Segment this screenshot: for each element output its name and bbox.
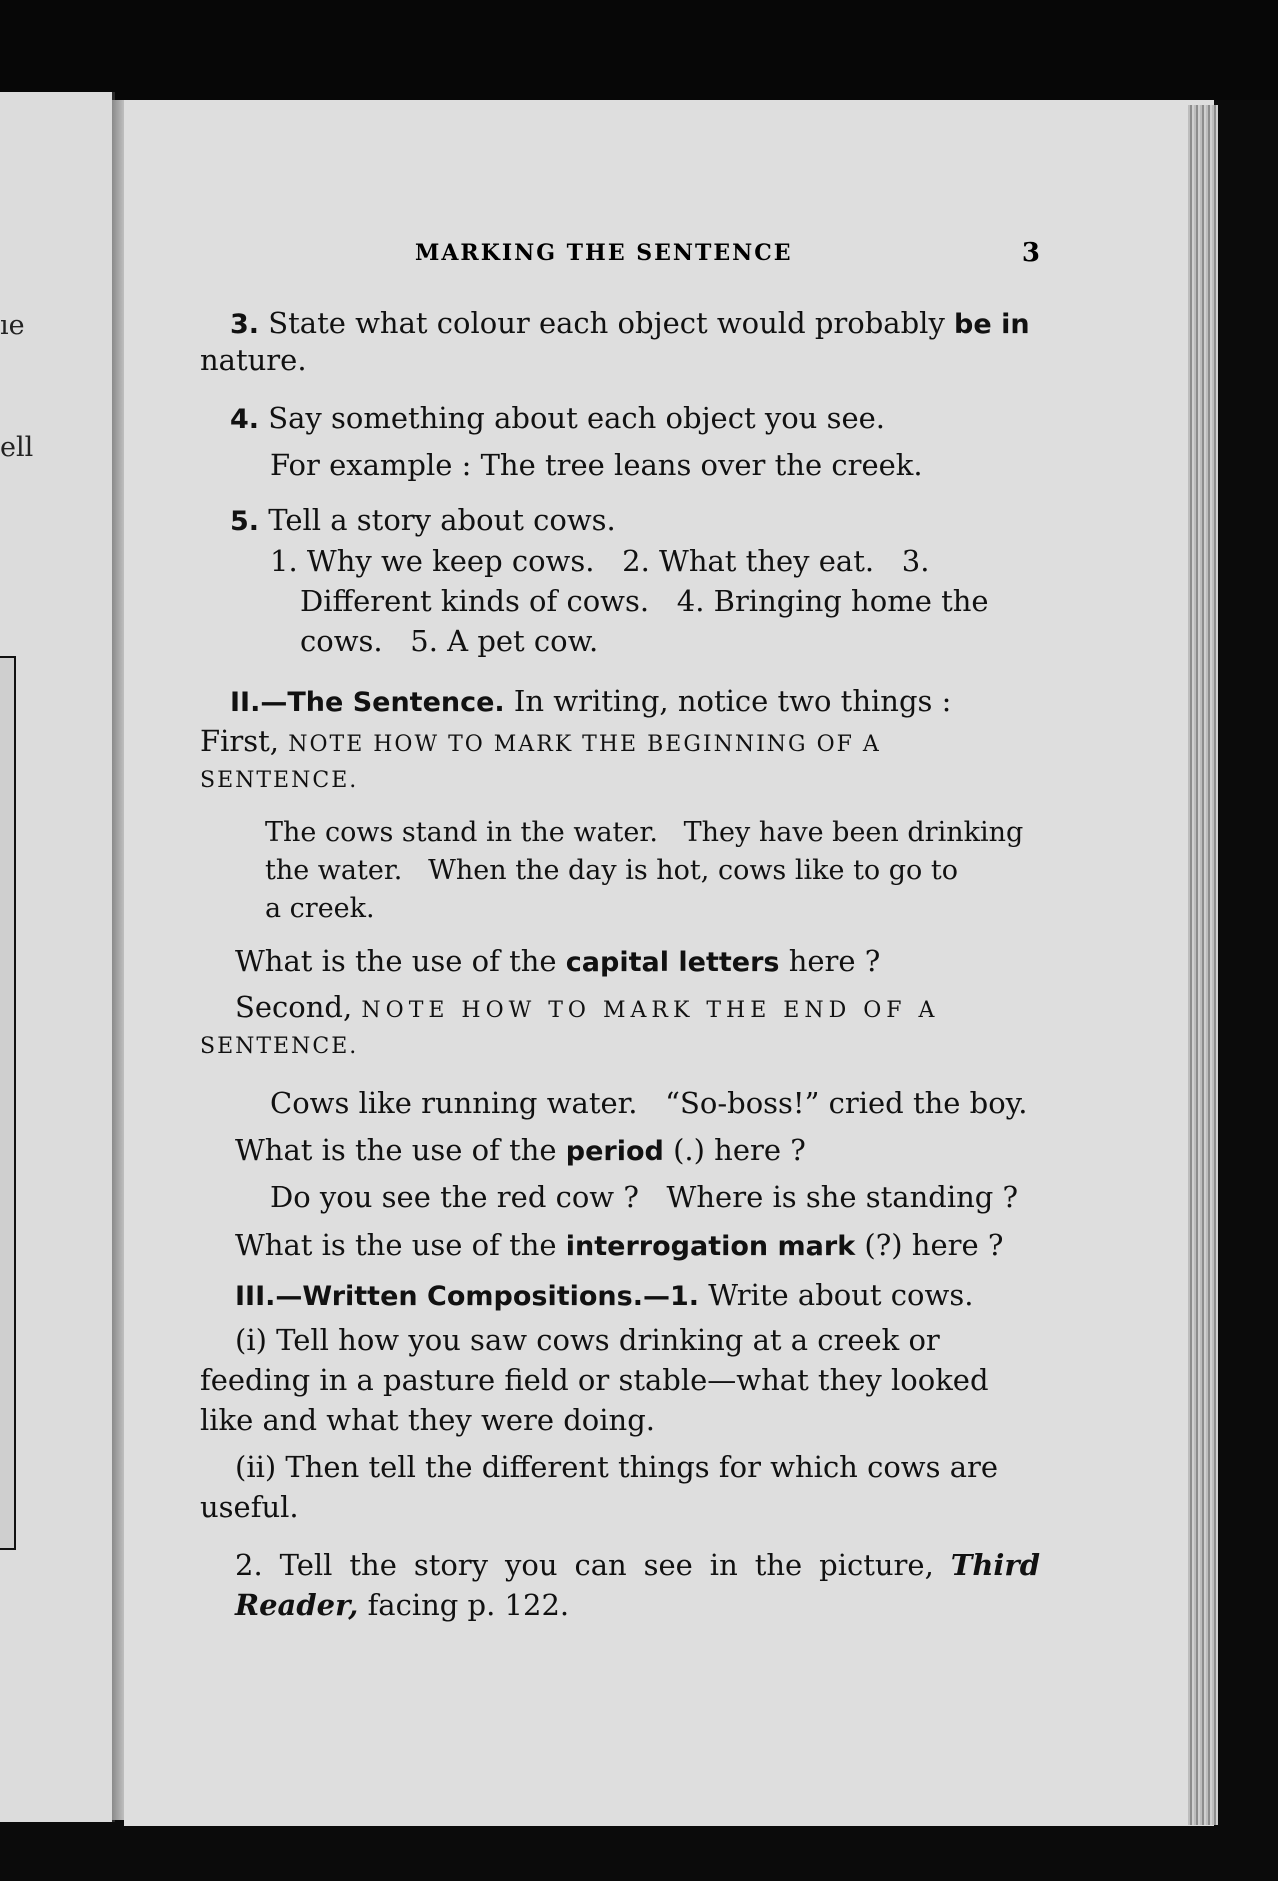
rule-label: Second, <box>235 990 353 1024</box>
first-rule <box>200 721 1040 765</box>
book-title: Third Reader, <box>235 1548 1040 1622</box>
item-5-sub: 1. Why we keep cows. 2. What they eat. 3. <box>270 544 930 578</box>
item-number: 3. <box>230 309 260 340</box>
question-3 <box>235 1225 1075 1267</box>
page-stack-edge <box>1188 105 1218 1825</box>
item-text: Tell a story about cows. <box>268 503 616 537</box>
question-bold: period <box>565 1136 664 1167</box>
composition-text: facing p. 122. <box>367 1588 570 1622</box>
item-4-example: For example : The tree leans over the creek. <box>270 448 923 482</box>
question-text: What is the use of the <box>235 1133 557 1167</box>
item-5-sub: cows. 5. A pet cow. <box>300 624 599 658</box>
rule-text: NOTE HOW TO MARK THE END OF A <box>361 998 940 1023</box>
section-intro: In writing, notice two things : <box>513 684 952 718</box>
scan-border <box>0 0 1278 100</box>
composition-p3 <box>235 1545 1040 1625</box>
item-5-sub: Different kinds of cows. 4. Bringing home the <box>300 584 989 618</box>
page-number: 3 <box>1021 238 1040 268</box>
item-text: Say something about each object you see. <box>268 401 885 435</box>
section-heading: III.—Written Compositions.—1. <box>235 1281 700 1312</box>
item-4 <box>200 398 1040 440</box>
section-intro: Write about cows. <box>708 1278 974 1312</box>
item-number: 4. <box>230 404 260 435</box>
item-text: State what colour each object would probably <box>268 306 945 340</box>
left-page-fragment: ell <box>0 432 34 463</box>
question-text: (?) here ? <box>864 1228 1004 1262</box>
question-bold: capital letters <box>565 947 780 978</box>
question-text: (.) here ? <box>673 1133 806 1167</box>
composition-p2: (ii) Then tell the different things for which cows are <box>235 1450 999 1484</box>
item-5 <box>200 500 1040 542</box>
left-page-illustration-edge <box>0 656 16 1550</box>
example-3: Do you see the red cow ? Where is she standing ? <box>270 1180 1019 1214</box>
composition-p1: (i) Tell how you saw cows drinking at a creek or <box>235 1323 940 1357</box>
question-1 <box>235 941 1075 983</box>
item-3-cont: nature. <box>200 343 307 377</box>
question-bold: interrogation mark <box>565 1231 856 1262</box>
example-2: Cows like running water. “So-boss!” cried the boy. <box>270 1086 1028 1120</box>
example-1: The cows stand in the water. They have been drinking <box>265 817 1024 848</box>
left-page-fragment: ıe <box>0 310 25 341</box>
composition-text: 2. Tell the story you can see in the picture, <box>235 1548 934 1582</box>
first-rule-end: SENTENCE. <box>200 768 359 793</box>
example-1: the water. When the day is hot, cows like to go to <box>265 855 958 886</box>
item-bold: be in <box>954 309 1030 340</box>
section-2-intro <box>200 681 1040 723</box>
section-3-heading <box>235 1275 1040 1317</box>
item-3 <box>200 303 1040 345</box>
question-text: here ? <box>788 944 881 978</box>
section-heading: II.—The Sentence. <box>230 687 505 718</box>
second-rule-end: SENTENCE. <box>200 1034 359 1059</box>
composition-p2: useful. <box>200 1490 299 1524</box>
second-rule <box>235 987 1040 1031</box>
left-page-edge <box>0 92 115 1822</box>
running-head <box>200 235 1040 275</box>
example-1: a creek. <box>265 893 375 924</box>
item-number: 5. <box>230 506 260 537</box>
question-text: What is the use of the <box>235 944 557 978</box>
rule-text: NOTE HOW TO MARK THE BEGINNING OF A <box>288 732 881 757</box>
composition-p1: feeding in a pasture field or stable—what they looked <box>200 1363 989 1397</box>
running-head-title: MARKING THE SENTENCE <box>415 240 793 266</box>
composition-p1: like and what they were doing. <box>200 1403 655 1437</box>
question-text: What is the use of the <box>235 1228 557 1262</box>
rule-label: First, <box>200 724 280 758</box>
question-2 <box>235 1130 1075 1172</box>
